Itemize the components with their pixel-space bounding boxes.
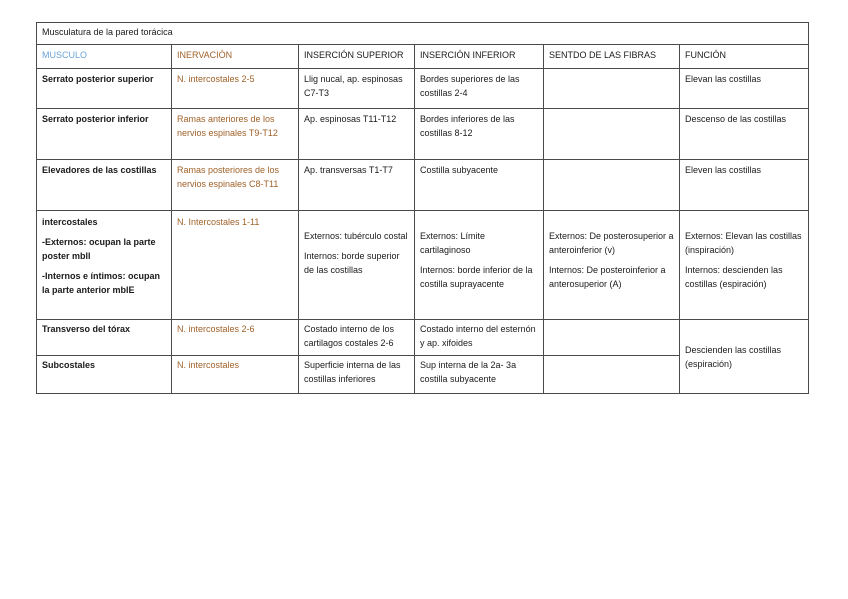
cell-insercion-superior: Llig nucal, ap. espinosas C7-T3: [299, 69, 415, 109]
cell-musculo: Subcostales: [37, 356, 172, 394]
table-row: [37, 109, 809, 160]
cell-sentido-fibras: [544, 160, 680, 211]
document-page: [36, 22, 808, 394]
muscles-table: [36, 22, 809, 394]
cell-insercion-superior: [299, 211, 415, 320]
cell-insercion-inferior: Sup interna de la 2a- 3a costilla subyacente: [415, 356, 544, 394]
cell-sentido-fibras: [544, 109, 680, 160]
insercion-inferior-externos: Externos: Límite cartilaginoso: [420, 231, 486, 255]
table-row: [37, 211, 809, 320]
cell-inervacion: N. intercostales 2-5: [172, 69, 299, 109]
cell-funcion: Eleven las costillas: [680, 160, 809, 211]
funcion-externos: Externos: Elevan las costillas (inspiración): [685, 231, 802, 255]
cell-musculo: Serrato posterior superior: [37, 69, 172, 109]
cell-insercion-inferior: [415, 211, 544, 320]
cell-insercion-inferior: Bordes superiores de las costillas 2-4: [415, 69, 544, 109]
musculo-externos: -Externos: ocupan la parte poster mbll: [42, 237, 156, 261]
insercion-superior-internos: Internos: borde superior de las costillas: [304, 251, 400, 275]
cell-musculo: Serrato posterior inferior: [37, 109, 172, 160]
funcion-internos: Internos: descienden las costillas (espiración): [685, 265, 783, 289]
cell-insercion-superior: Costado interno de los cartilagos costales 2-6: [299, 320, 415, 356]
cell-insercion-superior: Ap. transversas T1-T7: [299, 160, 415, 211]
cell-inervacion: N. Intercostales 1-11: [172, 211, 299, 320]
header-musculo: MUSCULO: [37, 45, 172, 69]
cell-musculo: [37, 211, 172, 320]
cell-sentido-fibras: [544, 320, 680, 356]
cell-funcion: [680, 211, 809, 320]
cell-insercion-inferior: Costilla subyacente: [415, 160, 544, 211]
cell-insercion-superior: Ap. espinosas T11-T12: [299, 109, 415, 160]
insercion-inferior-internos: Internos: borde inferior de la costilla suprayacente: [420, 265, 533, 289]
cell-sentido-fibras: [544, 356, 680, 394]
header-insercion-superior: INSERCIÓN SUPERIOR: [299, 45, 415, 69]
table-title: Musculatura de la pared torácica: [37, 23, 809, 45]
musculo-internos: -Internos e íntimos: ocupan la parte anterior mblE: [42, 271, 161, 295]
cell-insercion-inferior: Bordes inferiores de las costillas 8-12: [415, 109, 544, 160]
header-row: [37, 45, 809, 69]
header-insercion-inferior: INSERCIÓN INFERIOR: [415, 45, 544, 69]
cell-sentido-fibras: [544, 211, 680, 320]
cell-insercion-superior: Superficie interna de las costillas inferiores: [299, 356, 415, 394]
cell-inervacion: Ramas anteriores de los nervios espinales T9-T12: [172, 109, 299, 160]
sentido-fibras-internos: Internos: De posteroinferior a anterosuperior (A): [549, 265, 666, 289]
musculo-title: intercostales: [42, 217, 98, 227]
cell-inervacion: N. intercostales 2-6: [172, 320, 299, 356]
header-funcion: FUNCIÓN: [680, 45, 809, 69]
sentido-fibras-externos: Externos: De posterosuperior a anteroinferior (v): [549, 231, 674, 255]
cell-inervacion: N. intercostales: [172, 356, 299, 394]
table-row: [37, 320, 809, 356]
table-row: [37, 69, 809, 109]
insercion-superior-externos: Externos: tubérculo costal: [304, 231, 408, 241]
cell-funcion-shared: Descienden las costillas (espiración): [680, 320, 809, 394]
cell-funcion: Elevan las costillas: [680, 69, 809, 109]
cell-musculo: Transverso del tórax: [37, 320, 172, 356]
cell-insercion-inferior: Costado interno del esternón y ap. xifoides: [415, 320, 544, 356]
table-row: [37, 160, 809, 211]
cell-musculo: Elevadores de las costillas: [37, 160, 172, 211]
header-sentido-fibras: SENTDO DE LAS FIBRAS: [544, 45, 680, 69]
cell-inervacion: Ramas posteriores de los nervios espinales C8-T11: [172, 160, 299, 211]
header-inervacion: INERVACIÓN: [172, 45, 299, 69]
cell-funcion: Descenso de las costillas: [680, 109, 809, 160]
cell-sentido-fibras: [544, 69, 680, 109]
